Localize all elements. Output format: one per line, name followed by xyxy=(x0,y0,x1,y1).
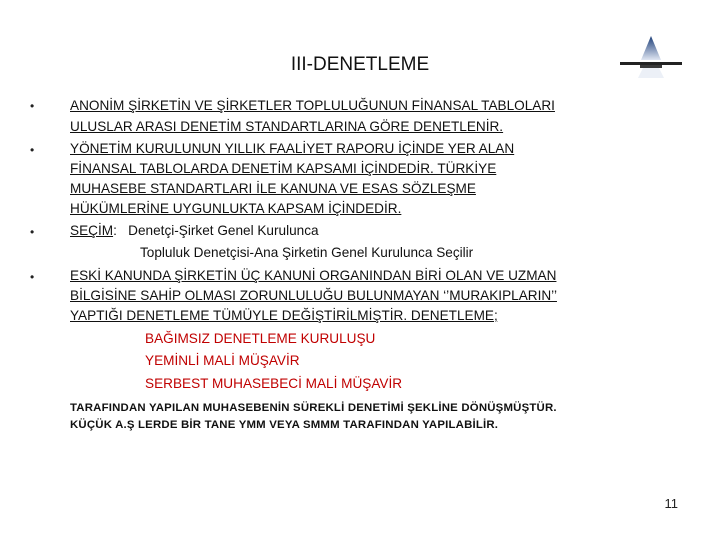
selection-colon: : xyxy=(113,223,117,238)
bullet-4-line-3: YAPTIĞI DENETLEME TÜMÜYLE DEĞİŞTİRİLMİŞTİR. DENETLEME; xyxy=(70,308,498,323)
bullet-2-line-2: FİNANSAL TABLOLARDA DENETİM KAPSAMI İÇİNDEDİR. TÜRKİYE xyxy=(70,161,497,176)
auditor-item: YEMİNLİ MALİ MÜŞAVİR xyxy=(145,353,300,368)
bullet-2-line-4: HÜKÜMLERİNE UYGUNLUKTA KAPSAM İÇİNDEDİR. xyxy=(70,201,402,216)
bullet-1-line-1: ANONİM ŞİRKETİN VE ŞİRKETLER TOPLULUĞUNUN FİNANSAL TABLOLARI xyxy=(70,98,555,113)
bullet-4-marker: • xyxy=(30,270,35,284)
footer-line-2: KÜÇÜK A.Ş LERDE BİR TANE YMM VEYA SMMM TARAFINDAN YAPILABİLİR. xyxy=(70,419,499,431)
selection-label: SEÇİM xyxy=(70,223,114,238)
bullet-3-line-2: Topluluk Denetçisi-Ana Şirketin Genel Kurulunca Seçilir xyxy=(140,245,474,260)
bullet-3-line-1 xyxy=(70,222,319,240)
triangle-on-stand-logo xyxy=(618,34,684,80)
bullet-4-line-1: ESKİ KANUNDA ŞİRKETİN ÜÇ KANUNİ ORGANINDAN BİRİ OLAN VE UZMAN xyxy=(70,268,557,283)
auditor-item: BAĞIMSIZ DENETLEME KURULUŞU xyxy=(145,331,376,346)
bullet-4-line-2: BİLGİSİNE SAHİP OLMASI ZORUNLULUĞU BULUNMAYAN ‘’MURAKIPLARIN’’ xyxy=(70,288,557,303)
footer-line-1: TARAFINDAN YAPILAN MUHASEBENİN SÜREKLİ DENETİMİ ŞEKLİNE DÖNÜŞMÜŞTÜR. xyxy=(70,402,557,414)
bullet-3-marker: • xyxy=(30,225,35,239)
selection-text: Denetçi-Şirket Genel Kurulunca xyxy=(116,223,319,238)
slide-title: III-DENETLEME xyxy=(290,54,430,75)
bullet-1-line-2: ULUSLAR ARASI DENETİM STANDARTLARINA GÖRE DENETLENİR. xyxy=(70,119,504,134)
bullet-2-line-1: YÖNETİM KURULUNUN YILLIK FAALİYET RAPORU İÇİNDE YER ALAN xyxy=(70,141,515,156)
bullet-2-marker: • xyxy=(30,143,35,157)
page-number: 11 xyxy=(664,496,678,511)
bullet-2-line-3: MUHASEBE STANDARTLARI İLE KANUNA VE ESAS SÖZLEŞME xyxy=(70,181,476,196)
auditor-item: SERBEST MUHASEBECİ MALİ MÜŞAVİR xyxy=(145,376,403,391)
bullet-1-marker: • xyxy=(30,99,35,113)
